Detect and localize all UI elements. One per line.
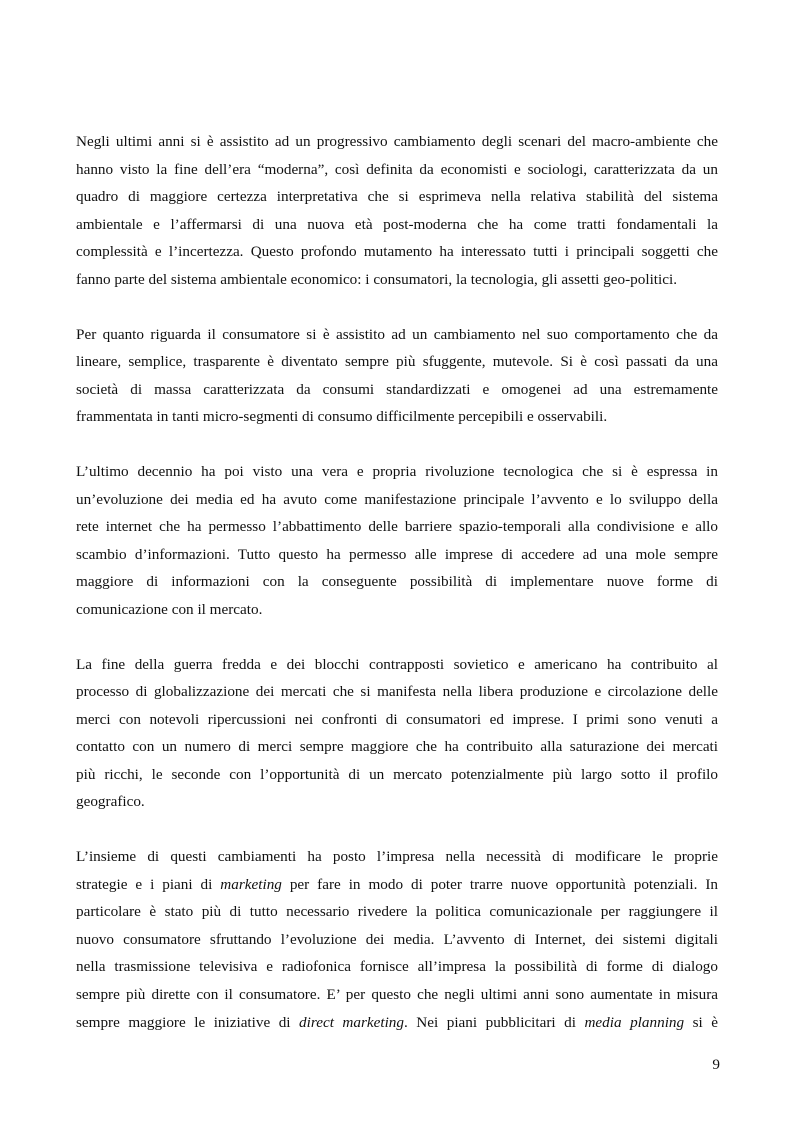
text-line: frammentata in tanti micro-segmenti di consumo difficilmente percepibili e osservabili. [76, 408, 608, 426]
text-line: L’ultimo decennio ha poi visto una vera e propria rivoluzione tecnologica che si è espressa in [76, 462, 718, 480]
text-line: maggiore di informazioni con la conseguente possibilità di implementare nuove forme di [76, 573, 718, 591]
text-line: sempre maggiore le iniziative di direct marketing. Nei piani pubblicitari di media planning si è [76, 1013, 718, 1031]
text-line: complessità e l’incertezza. Questo profondo mutamento ha interessato tutti i principali soggetti che [76, 243, 718, 261]
text-line: lineare, semplice, trasparente è diventato sempre più sfuggente, mutevole. Si è così passati da una [76, 353, 718, 371]
paragraph-3 [76, 458, 718, 624]
paragraph-1 [76, 128, 718, 294]
text-line: fanno parte del sistema ambientale economico: i consumatori, la tecnologia, gli assetti geo-politici. [76, 270, 677, 288]
text-line: particolare è stato più di tutto necessario rivedere la politica comunicazionale per raggiungere il [76, 903, 718, 921]
text-line: nuovo consumatore sfruttando l’evoluzione dei media. L’avvento di Internet, dei sistemi digitali [76, 930, 718, 948]
text-line: merci con notevoli ripercussioni nei confronti di consumatori ed imprese. I primi sono venuti a [76, 710, 718, 728]
text-line: un’evoluzione dei media ed ha avuto come manifestazione principale l’avvento e lo sviluppo della [76, 490, 718, 508]
page-number: 9 [712, 1056, 720, 1073]
text-line: Per quanto riguarda il consumatore si è assistito ad un cambiamento nel suo comportamento che da [76, 325, 718, 343]
text-line: La fine della guerra fredda e dei blocchi contrapposti sovietico e americano ha contribuito al [76, 655, 718, 673]
text-line: quadro di maggiore certezza interpretativa che si esprimeva nella relativa stabilità del sistema [76, 188, 718, 206]
paragraph-5 [76, 843, 718, 1036]
text-line: più ricchi, le seconde con l’opportunità di un mercato potenzialmente più largo sotto il profilo [76, 765, 718, 783]
text-line: società di massa caratterizzata da consumi standardizzati e omogenei ad una estremamente [76, 380, 718, 398]
italic-term: marketing [220, 875, 282, 893]
text-line: comunicazione con il mercato. [76, 600, 263, 618]
text-line: scambio d’informazioni. Tutto questo ha permesso alle imprese di accedere ad una mole sempre [76, 545, 718, 563]
italic-term: direct marketing [299, 1013, 404, 1031]
text-line: nella trasmissione televisiva e radiofonica fornisce all’impresa la possibilità di forme di dialogo [76, 958, 718, 976]
text-line: processo di globalizzazione dei mercati che si manifesta nella libera produzione e circolazione delle [76, 683, 718, 701]
italic-term: media planning [584, 1013, 685, 1031]
text-line: sempre più dirette con il consumatore. E’ per questo che negli ultimi anni sono aumentate in misura [76, 986, 718, 1004]
paragraph-2 [76, 321, 718, 431]
paragraph-4 [76, 651, 718, 817]
text-line: geografico. [76, 793, 145, 811]
text-line: ambientale e l’affermarsi di una nuova età post-moderna che ha come tratti fondamentali la [76, 215, 718, 233]
text-line: hanno visto la fine dell’era “moderna”, così definita da economisti e sociologi, caratterizzata da un [76, 160, 718, 178]
text-line: strategie e i piani di marketing per fare in modo di poter trarre nuove opportunità potenziali. In [76, 875, 718, 893]
text-line: rete internet che ha permesso l’abbattimento delle barriere spazio-temporali alla condivisione e allo [76, 518, 718, 536]
text-line: contatto con un numero di merci sempre maggiore che ha contribuito alla saturazione dei mercati [76, 738, 718, 756]
text-line: Negli ultimi anni si è assistito ad un progressivo cambiamento degli scenari del macro-ambiente che [76, 133, 718, 150]
document-body [76, 128, 718, 1063]
text-line: L’insieme di questi cambiamenti ha posto l’impresa nella necessità di modificare le proprie [76, 848, 718, 866]
